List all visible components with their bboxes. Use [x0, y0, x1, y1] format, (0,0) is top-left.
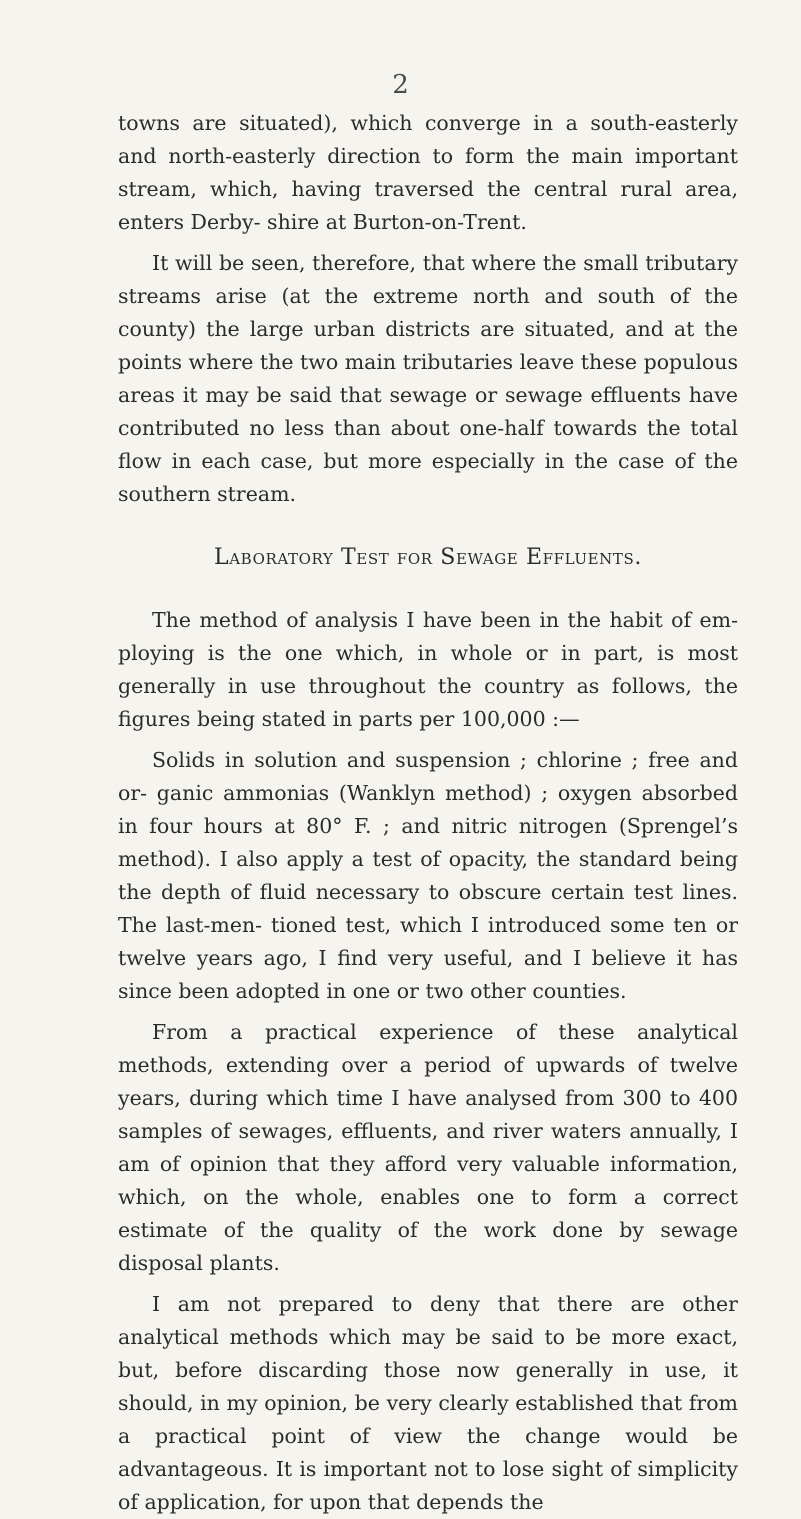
paragraph-4: Solids in solution and suspension ; chlorine ; free and or- ganic ammonias (Wanklyn method) ; oxygen absorbed in four hours at 80° F. ; and nitric nitrogen (Sprengel’s method). I also apply a test of opacity, the standard being the depth of fluid necessary to obscure certain test lines. The last-men- tioned test, which I introduced some ten or twelve years ago, I find very useful, and I believe it has since been adopted in one or two other counties.	[118, 748, 738, 1003]
paragraph-5: From a practical experience of these analytical methods, extending over a period of upwards of twelve years, during which time I have analysed from 300 to 400 samples of sewages, effluents, and river waters annually, I am of opinion that they afford very valuable information, which, on the whole, enables one to form a correct estimate of the quality of the work done by sewage disposal plants.	[118, 1020, 738, 1275]
page-body	[118, 107, 738, 1519]
paragraph-6: I am not prepared to deny that there are other analytical methods which may be said to be more exact, but, before discarding those now generally in use, it should, in my opinion, be very clearly established that from a practical point of view the change would be advantageous. It is important not to lose sight of simplicity of application, for upon that depends the	[118, 1292, 738, 1514]
paragraph-3: The method of analysis I have been in the habit of em- ploying is the one which, in whole or in part, is most generally in use throughout the country as follows, the figures being stated in parts per 100,000 :—	[118, 608, 738, 731]
paragraph-2: It will be seen, therefore, that where the small tributary streams arise (at the extreme north and south of the county) the large urban districts are situated, and at the points where the two main tributaries leave these populous areas it may be said that sewage or sewage effluents have contributed no less than about one-half towards the total flow in each case, but more especially in the case of the southern stream.	[118, 251, 738, 506]
page-number: 2	[392, 70, 409, 100]
section-heading: Laboratory Test for Sewage Effluents.	[214, 545, 642, 570]
paragraph-1: towns are situated), which converge in a south-easterly and north-easterly direction to form the main important stream, which, having traversed the central rural area, enters Derby- shire at Burton-on-Trent.	[118, 111, 738, 234]
